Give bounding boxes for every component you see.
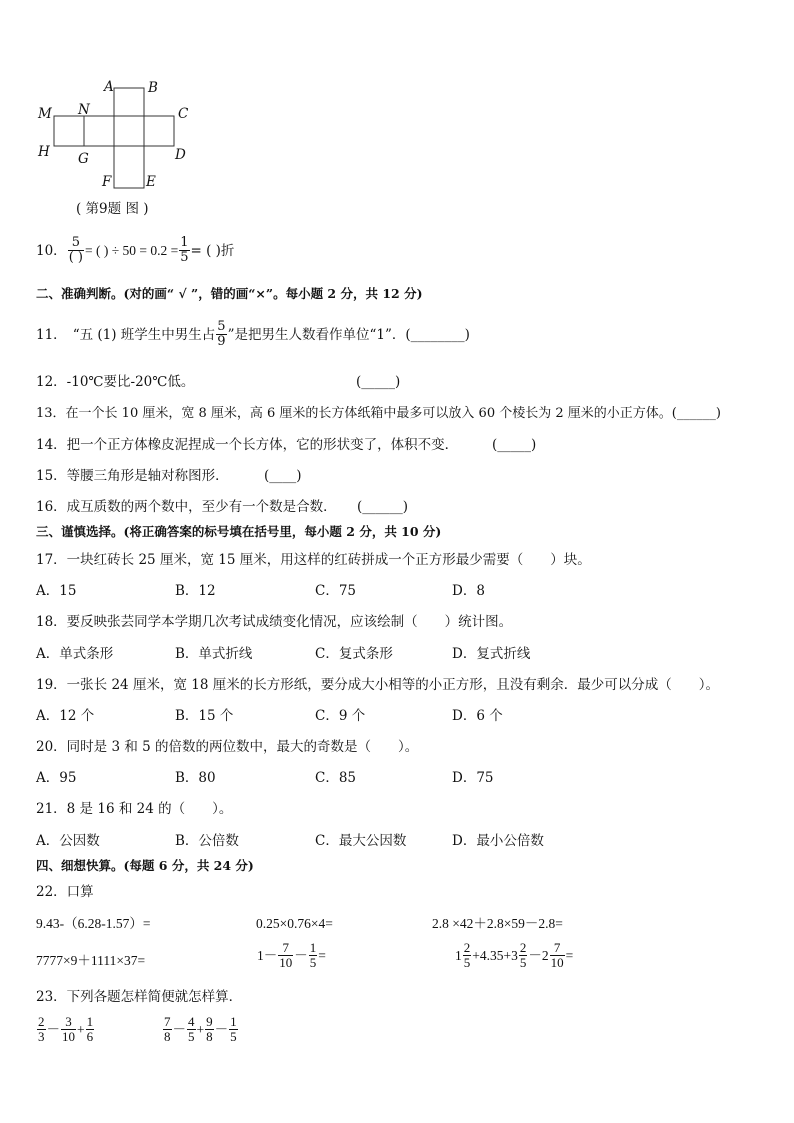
- q22-e5-fraction-2: $\frac{1}{5}$: [309, 940, 317, 970]
- q11-number: 11．: [36, 326, 67, 343]
- q22-expression-4: 7777×9＋1111×37=: [36, 953, 146, 968]
- question-19-stem: 19．一张长 24 厘米，宽 18 厘米的长方形纸，要分成大小相等的小正方形，且没有剩余．最少可以分成（ ）。: [36, 677, 719, 693]
- q23-e1-fraction-3: $\frac{1}{6}$: [86, 1014, 94, 1044]
- q23-expression-1: $\frac{2}{3}$ － $\frac{3}{10}$ + $\frac{1}{6}$: [38, 1014, 94, 1044]
- q17-option-d[interactable]: D．8: [452, 583, 485, 599]
- label-C: C: [178, 106, 189, 122]
- q17-option-b[interactable]: B．12: [175, 583, 216, 599]
- q10-middle: = ( ) ÷ 50 = 0.2 =: [84, 242, 179, 258]
- label-E: E: [146, 174, 156, 190]
- q10-fraction-2: $\frac{1}{5}$: [180, 235, 189, 265]
- q22-expression-1: 9.43-（6.28-1.57）=: [36, 916, 151, 931]
- q23-e1-fraction-1: $\frac{2}{3}$: [38, 1014, 45, 1044]
- q19-option-d[interactable]: D．6 个: [452, 708, 503, 724]
- net-vertical-strip: [114, 88, 144, 188]
- section-2-heading: 二、准确判断。(对的画“ √ ”，错的画“×”。每小题 2 分，共 12 分): [36, 286, 423, 301]
- q23-e2-fraction-4: $\frac{1}{5}$: [230, 1014, 237, 1044]
- question-15: 15．等腰三角形是轴对称图形．: [36, 468, 229, 484]
- q18-option-a[interactable]: A．单式条形: [36, 646, 114, 662]
- label-F: F: [102, 174, 112, 190]
- q16-answer-blank[interactable]: (______): [357, 499, 409, 515]
- q21-option-c[interactable]: C．最大公因数: [315, 833, 407, 849]
- q18-option-b[interactable]: B．单式折线: [175, 646, 253, 662]
- question-17-stem: 17．一块红砖长 25 厘米，宽 15 厘米，用这样的红砖拼成一个正方形最少需要（ ）块。: [36, 552, 591, 568]
- q19-option-c[interactable]: C．9 个: [315, 708, 366, 724]
- net-figure: [30, 76, 210, 191]
- q17-option-a[interactable]: A．15: [36, 583, 77, 599]
- question-14: 14．把一个正方体橡皮泥捏成一个长方体，它的形状变了，体积不变．: [36, 437, 459, 453]
- question-10: [36, 236, 234, 265]
- q22-expression-6: 1 $\frac{2}{5}$ +4.35+3 $\frac{2}{5}$ －2 $\frac{7}{10}$ =: [455, 940, 574, 970]
- q19-option-a[interactable]: A．12 个: [36, 708, 95, 724]
- q12-answer-blank[interactable]: (_____): [356, 374, 401, 390]
- label-A: A: [104, 79, 114, 95]
- q11-fraction: $\frac{5}{9}$: [217, 319, 226, 349]
- section-4-heading: 四、细想快算。(每题 6 分，共 24 分): [36, 858, 254, 873]
- q11-pre: “五 (1) 班学生中男生占: [72, 326, 216, 343]
- q22-e6-fraction-2: $\frac{2}{5}$: [519, 940, 527, 970]
- q18-option-c[interactable]: C．复式条形: [315, 646, 393, 662]
- q10-tail: = ( )折: [190, 242, 235, 259]
- q15-answer-blank[interactable]: (____): [264, 468, 302, 484]
- label-H: H: [38, 144, 50, 160]
- q23-expression-2: $\frac{7}{8}$ － $\frac{4}{5}$ + $\frac{9}{8}$ － $\frac{1}{5}$: [164, 1014, 237, 1044]
- q20-option-d[interactable]: D．75: [452, 770, 494, 786]
- q18-option-d[interactable]: D．复式折线: [452, 646, 531, 662]
- figure-caption: ( 第9题 图 ): [76, 201, 149, 217]
- question-16: 16．成互质数的两个数中，至少有一个数是合数．: [36, 499, 337, 515]
- q23-e1-fraction-2: $\frac{3}{10}$: [62, 1014, 75, 1044]
- q22-e6-fraction-1: $\frac{2}{5}$: [463, 940, 471, 970]
- q21-option-a[interactable]: A．公因数: [36, 833, 100, 849]
- question-20-stem: 20．同时是 3 和 5 的倍数的两位数中，最大的奇数是（ ）。: [36, 739, 419, 755]
- q21-option-b[interactable]: B．公倍数: [175, 833, 239, 849]
- q14-answer-blank[interactable]: (_____): [492, 437, 537, 453]
- q22-e5-fraction-1: $\frac{7}{10}$: [279, 940, 293, 970]
- q20-option-b[interactable]: B．80: [175, 770, 216, 786]
- question-12: 12．-10℃要比-20℃低。: [36, 374, 195, 390]
- question-23-title: 23．下列各题怎样简便就怎样算．: [36, 989, 243, 1005]
- q22-expression-2: 0.25×0.76×4=: [256, 916, 333, 931]
- q20-option-a[interactable]: A．95: [36, 770, 77, 786]
- label-D: D: [175, 147, 186, 163]
- label-G: G: [78, 151, 89, 167]
- q10-number: 10．: [36, 242, 67, 259]
- label-N: N: [78, 102, 90, 118]
- q10-fraction-1: $\frac{5}{( )}$: [68, 235, 83, 265]
- q19-option-b[interactable]: B．15 个: [175, 708, 234, 724]
- question-22-title: 22．口算: [36, 884, 94, 900]
- label-M: M: [38, 106, 52, 122]
- question-11: [36, 320, 470, 349]
- q21-option-d[interactable]: D．最小公倍数: [452, 833, 544, 849]
- q23-e2-fraction-2: $\frac{4}{5}$: [188, 1014, 195, 1044]
- q22-e6-fraction-3: $\frac{7}{10}$: [550, 940, 564, 970]
- q23-e2-fraction-1: $\frac{7}{8}$: [164, 1014, 171, 1044]
- q23-e2-fraction-3: $\frac{9}{8}$: [206, 1014, 213, 1044]
- q20-option-c[interactable]: C．85: [315, 770, 357, 786]
- question-18-stem: 18．要反映张芸同学本学期几次考试成绩变化情况，应该绘制（ ）统计图。: [36, 614, 513, 630]
- question-13: 13．在一个长 10 厘米，宽 8 厘米，高 6 厘米的长方体纸箱中最多可以放入 60 个棱长为 2 厘米的小正方体。(______): [36, 406, 721, 421]
- net-lines: [54, 88, 174, 188]
- q22-expression-5: 1－ $\frac{7}{10}$ － $\frac{1}{5}$ =: [257, 940, 326, 970]
- q11-post: ”是把男生人数看作单位“1”．(________): [227, 326, 470, 343]
- label-B: B: [148, 80, 158, 96]
- question-21-stem: 21．8 是 16 和 24 的（ ）。: [36, 801, 233, 817]
- q22-expression-3: 2.8 ×42＋2.8×59－2.8=: [432, 916, 563, 931]
- q17-option-c[interactable]: C．75: [315, 583, 357, 599]
- section-3-heading: 三、谨慎选择。(将正确答案的标号填在括号里，每小题 2 分，共 10 分): [36, 524, 442, 539]
